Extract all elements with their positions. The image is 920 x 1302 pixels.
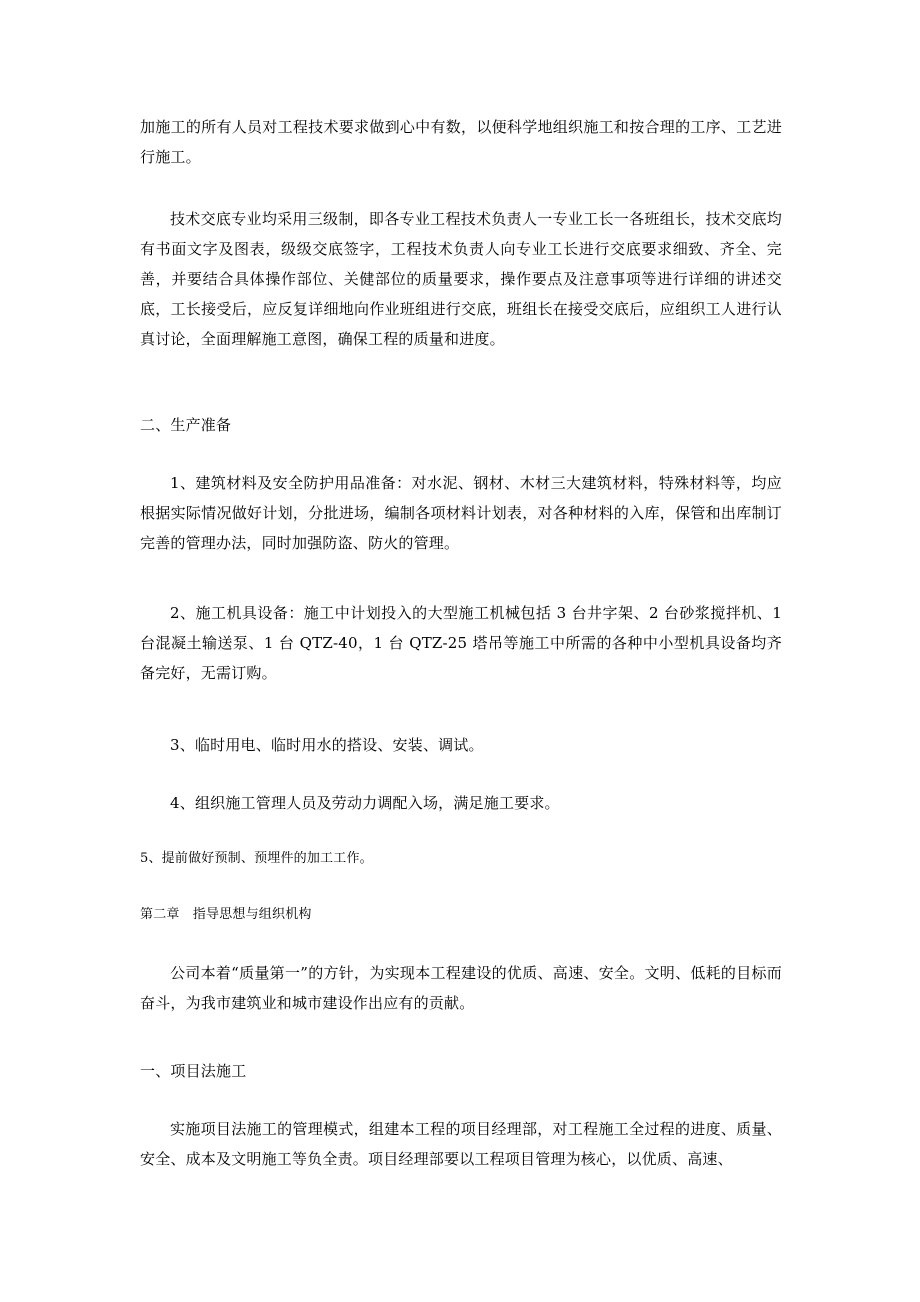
paragraph-intro-continued: 加施工的所有人员对工程技术要求做到心中有数，以便科学地组织施工和按合理的工序、工艺进行施工。	[140, 118, 782, 166]
list-item-materials: 1、建筑材料及安全防护用品准备：对水泥、钢材、木材三大建筑材料，特殊材料等，均应根据实际情况做好计划，分批进场，编制各项材料计划表，对各种材料的入库，保管和出库制订完善的管理办法，同时加强防盗、防火的管理。	[140, 474, 782, 552]
list-item-staffing: 4、组织施工管理人员及劳动力调配入场，满足施工要求。	[170, 794, 560, 812]
list-item-equipment: 2、施工机具设备：施工中计划投入的大型施工机械包括 3 台井字架、2 台砂浆搅拌机、1 台混凝土输送泵、1 台 QTZ-40，1 台 QTZ-25 塔吊等施工中所需的各种中小型机具设备均齐备完好，无需订购。	[140, 604, 782, 682]
list-item-prefabrication: 5、提前做好预制、预埋件的加工工作。	[140, 851, 373, 866]
paragraph-project-law: 实施项目法施工的管理模式，组建本工程的项目经理部，对工程施工全过程的进度、质量、安全、成本及文明施工等负全责。项目经理部要以工程项目管理为核心，以优质、高速、	[140, 1120, 782, 1168]
paragraph-three-level-disclosure: 技术交底专业均采用三级制，即各专业工程技术负责人一专业工长一各班组长，技术交底均有书面文字及图表，级级交底签字，工程技术负责人向专业工长进行交底要求细致、齐全、完善，并要结合具体操作部位、关健部位的质量要求，操作要点及注意事项等进行详细的讲述交底，工长接受后，应反复详细地向作业班组进行交底，班组长在接受交底后，应组织工人进行认真讨论，全面理解施工意图，确保工程的质量和进度。	[140, 210, 782, 348]
list-item-temporary-utilities: 3、临时用电、临时用水的搭设、安装、调试。	[170, 736, 484, 754]
heading-project-law-construction: 一、项目法施工	[140, 1062, 247, 1080]
chapter-heading: 第二章 指导思想与组织机构	[140, 907, 312, 922]
heading-production-preparation: 二、生产准备	[140, 416, 232, 434]
paragraph-company-policy: 公司本着“质量第一”的方针，为实现本工程建设的优质、高速、安全。文明、低耗的目标而奋斗，为我市建筑业和城市建设作出应有的贡献。	[140, 964, 782, 1012]
